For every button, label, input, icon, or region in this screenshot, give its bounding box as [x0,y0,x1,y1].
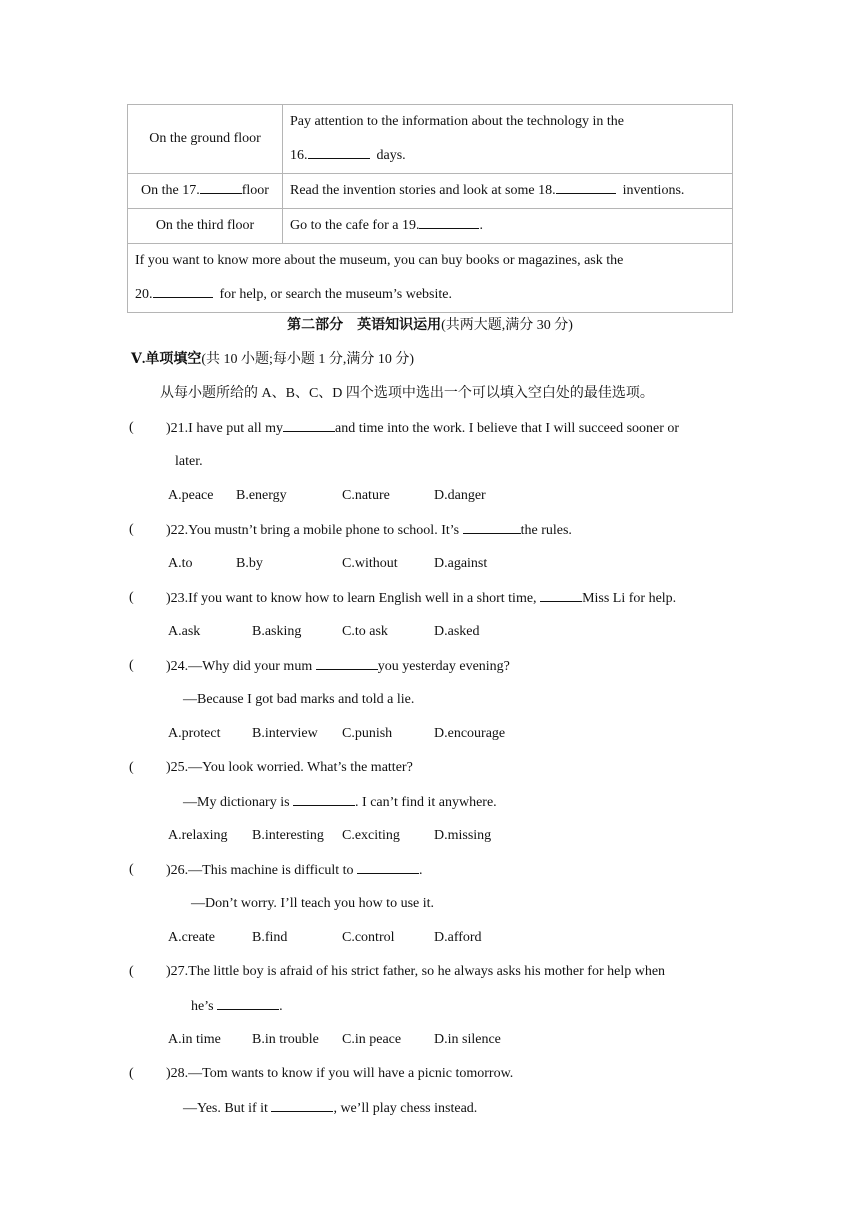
option-b[interactable]: B.interesting [252,828,324,843]
description-cell [283,174,733,209]
answer-blank[interactable] [200,179,242,194]
footer-line [135,278,725,312]
question-26 [166,859,423,882]
answer-blank[interactable] [540,587,582,602]
option-a[interactable]: A.to [168,556,193,571]
description-text: inventions. [622,183,685,198]
question-21 [166,417,679,440]
description-text: . [479,218,483,233]
answer-paren[interactable]: ( [129,420,134,435]
reply-text: . I can’t find it anywhere. [355,795,497,810]
part-subtitle: 英语知识运用 [357,318,442,333]
question-text: )24.—Why did your mum [166,659,316,674]
reply-text: —My dictionary is [183,795,294,810]
question-reply [183,1097,477,1120]
answer-paren[interactable]: ( [129,964,134,979]
question-28: )28.—Tom wants to know if you will have a picnic tomorrow. [166,1066,514,1081]
option-a[interactable]: A.relaxing [168,828,228,843]
option-a[interactable]: A.peace [168,488,214,503]
table-row [128,244,733,313]
answer-blank[interactable] [271,1097,333,1112]
location-text: floor [241,183,269,198]
option-d[interactable]: D.afford [434,930,482,945]
museum-info-table [127,104,733,313]
option-c[interactable]: C.control [342,930,395,945]
question-text: he’s [191,999,218,1014]
description-line: Pay attention to the information about the technology in the [290,114,624,129]
option-b[interactable]: B.by [236,556,263,571]
location-cell [128,174,283,209]
question-text: . [279,999,283,1014]
option-a[interactable]: A.create [168,930,216,945]
option-d[interactable]: D.danger [434,488,486,503]
blank-number: 16. [290,148,308,163]
table-row [128,209,733,244]
answer-blank[interactable] [153,283,213,298]
reply-text: —Yes. But if it [183,1101,272,1116]
option-a[interactable]: A.protect [168,726,221,741]
option-b[interactable]: B.asking [252,624,302,639]
option-a[interactable]: A.ask [168,624,201,639]
answer-blank[interactable] [463,519,521,534]
option-a[interactable]: A.in time [168,1032,221,1047]
question-text: the rules. [520,523,572,538]
question-25: )25.—You look worried. What’s the matter? [166,760,413,775]
answer-blank[interactable] [283,417,335,432]
footer-line: If you want to know more about the museum, you can buy books or magazines, ask the [135,253,624,268]
table-row [128,105,733,174]
option-b[interactable]: B.interview [252,726,318,741]
option-c[interactable]: C.exciting [342,828,400,843]
answer-blank[interactable] [316,655,378,670]
answer-blank[interactable] [419,214,479,229]
question-text: Miss Li for help. [582,591,677,606]
reply-text: , we’ll play chess instead. [333,1101,478,1116]
section-title: Ⅴ.单项填空 [131,352,202,367]
option-c[interactable]: C.without [342,556,398,571]
answer-paren[interactable]: ( [129,1066,134,1081]
option-c[interactable]: C.in peace [342,1032,402,1047]
question-text: . [419,863,423,878]
question-text: )23.If you want to know how to learn English well in a short time, [166,591,541,606]
question-reply: —Don’t worry. I’ll teach you how to use it. [191,896,435,911]
part-title [0,315,860,337]
answer-paren[interactable]: ( [129,590,134,605]
section-note: (共 10 小题;每小题 1 分,满分 10 分) [201,352,415,367]
option-c[interactable]: C.punish [342,726,393,741]
option-c[interactable]: C.nature [342,488,390,503]
answer-blank[interactable] [217,995,279,1010]
question-text: )22.You mustn’t bring a mobile phone to school. It’s [166,523,463,538]
description-cell [283,105,733,174]
location-cell: On the ground floor [128,105,283,174]
blank-number: 20. [135,287,153,302]
question-27: )27.The little boy is afraid of his strict father, so he always asks his mother for help when [166,964,666,979]
answer-paren[interactable]: ( [129,522,134,537]
question-22 [166,519,572,542]
option-c[interactable]: C.to ask [342,624,388,639]
option-d[interactable]: D.asked [434,624,480,639]
question-text: you yesterday evening? [377,659,510,674]
answer-paren[interactable]: ( [129,658,134,673]
description-cell [283,209,733,244]
table-row [128,174,733,209]
question-text: )21.I have put all my [166,421,284,436]
question-text: )26.—This machine is difficult to [166,863,358,878]
question-24 [166,655,510,678]
answer-paren[interactable]: ( [129,760,134,775]
question-text: and time into the work. I believe that I will succeed sooner or [335,421,680,436]
answer-blank[interactable] [293,791,355,806]
footer-text: for help, or search the museum’s website. [219,287,452,302]
answer-blank[interactable] [308,144,370,159]
option-b[interactable]: B.find [252,930,288,945]
question-reply: —Because I got bad marks and told a lie. [183,692,415,707]
option-d[interactable]: D.missing [434,828,492,843]
description-text: days. [376,148,406,163]
option-d[interactable]: D.against [434,556,488,571]
question-23 [166,587,676,610]
description-text: Go to the cafe for a 19. [290,218,420,233]
section-instruction: 从每小题所给的 A、B、C、D 四个选项中选出一个可以填入空白处的最佳选项。 [160,386,654,401]
footer-cell [128,244,733,313]
section-heading [131,349,414,371]
description-text: Read the invention stories and look at some 18. [290,183,556,198]
part-note: (共两大题,满分 30 分) [441,318,573,333]
answer-paren[interactable]: ( [129,862,134,877]
option-b[interactable]: B.in trouble [252,1032,319,1047]
option-b[interactable]: B.energy [236,488,287,503]
option-d[interactable]: D.in silence [434,1032,501,1047]
answer-blank[interactable] [357,859,419,874]
option-d[interactable]: D.encourage [434,726,506,741]
description-line [290,139,725,173]
question-reply [183,791,497,814]
part-number: 第二部分 [287,318,344,333]
answer-blank[interactable] [556,179,616,194]
location-text: On the 17. [141,183,200,198]
question-continuation: later. [175,454,203,469]
location-cell: On the third floor [128,209,283,244]
question-continuation [191,995,283,1018]
